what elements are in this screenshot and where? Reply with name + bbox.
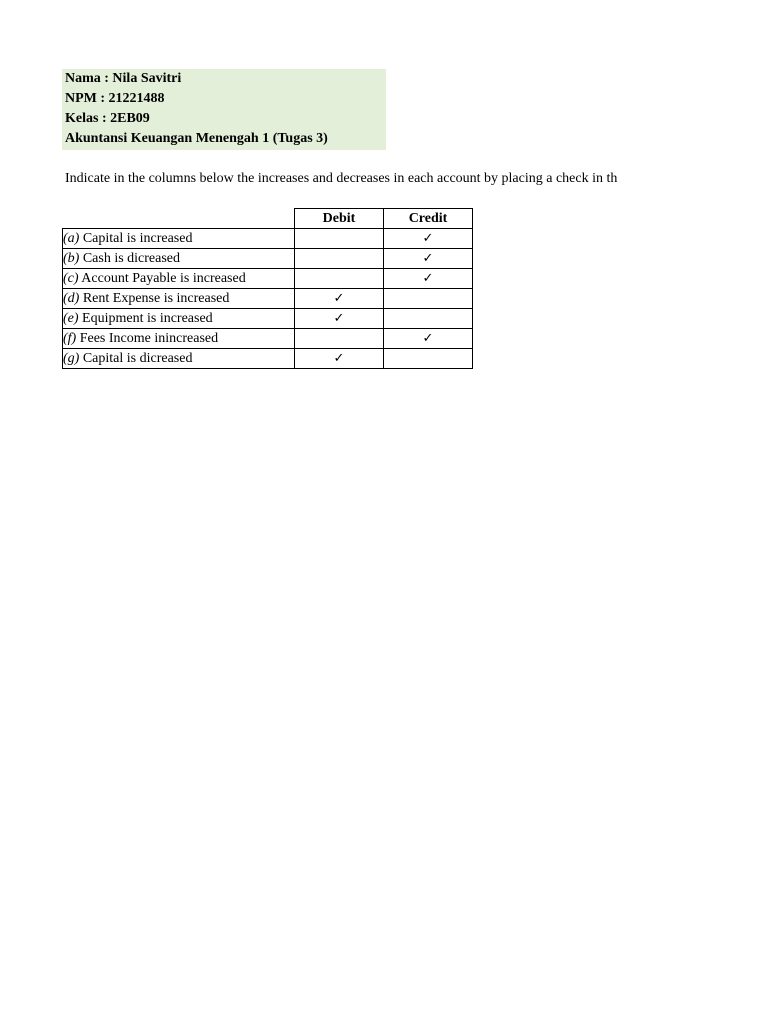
student-name: Nama : Nila Savitri (65, 71, 182, 86)
row-description (63, 329, 295, 349)
row-text: Cash is dicreased (79, 251, 181, 266)
instruction-text: Indicate in the columns below the increases and decreases in each account by placing a check in th (65, 171, 618, 186)
credit-cell: ✓ (384, 229, 473, 249)
student-class: Kelas : 2EB09 (65, 111, 150, 126)
debit-cell (295, 269, 384, 289)
credit-cell: ✓ (384, 249, 473, 269)
table-row (63, 329, 473, 349)
debit-cell: ✓ (295, 349, 384, 369)
row-description (63, 309, 295, 329)
row-letter: (d) (63, 291, 80, 306)
credit-cell (384, 289, 473, 309)
row-text: Equipment is increased (78, 311, 213, 326)
row-text: Capital is dicreased (79, 351, 193, 366)
row-text: Capital is increased (79, 231, 193, 246)
table-row (63, 309, 473, 329)
row-letter: (g) (63, 351, 80, 366)
row-description (63, 349, 295, 369)
row-description (63, 269, 295, 289)
debit-cell: ✓ (295, 289, 384, 309)
row-letter: (e) (63, 311, 79, 326)
row-description (63, 229, 295, 249)
header-blank-cell (63, 209, 295, 229)
row-description (63, 249, 295, 269)
row-text: Account Payable is increased (78, 271, 246, 286)
table-row (63, 289, 473, 309)
row-description (63, 289, 295, 309)
credit-cell (384, 349, 473, 369)
row-letter: (c) (63, 271, 79, 286)
row-letter: (a) (63, 231, 80, 246)
column-header-credit: Credit (384, 209, 473, 229)
credit-cell: ✓ (384, 329, 473, 349)
debit-cell (295, 329, 384, 349)
table-header-row (63, 209, 473, 229)
credit-cell: ✓ (384, 269, 473, 289)
column-header-debit: Debit (295, 209, 384, 229)
row-text: Rent Expense is increased (79, 291, 230, 306)
table-row (63, 249, 473, 269)
debit-cell: ✓ (295, 309, 384, 329)
student-info-block (62, 69, 386, 150)
table-row (63, 269, 473, 289)
debit-credit-table (62, 208, 473, 369)
debit-cell (295, 249, 384, 269)
row-letter: (f) (63, 331, 77, 346)
table-row (63, 229, 473, 249)
row-text: Fees Income inincreased (76, 331, 219, 346)
student-npm: NPM : 21221488 (65, 91, 165, 106)
debit-cell (295, 229, 384, 249)
credit-cell (384, 309, 473, 329)
table-row (63, 349, 473, 369)
assignment-title: Akuntansi Keuangan Menengah 1 (Tugas 3) (65, 131, 328, 146)
row-letter: (b) (63, 251, 80, 266)
